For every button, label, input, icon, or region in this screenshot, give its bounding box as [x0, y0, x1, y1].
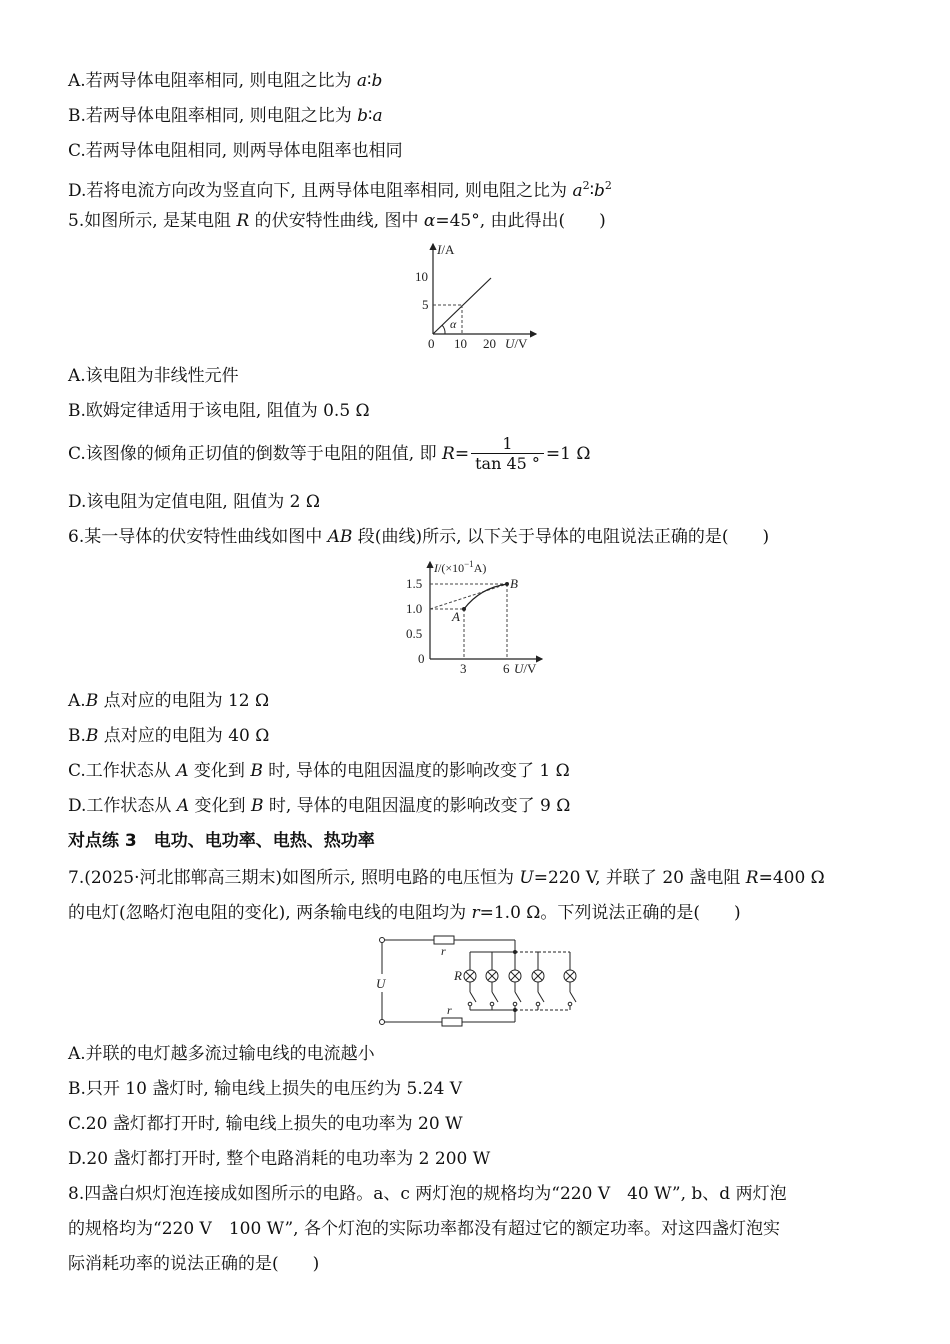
q6-option-a: A.B 点对应的电阻为 12 Ω — [68, 691, 270, 711]
q7-option-c: C.20 盏灯都打开时, 输电线上损失的电功率为 20 W — [68, 1114, 463, 1134]
q7-lamp — [564, 970, 576, 982]
q5-y-label: I/A — [437, 242, 455, 257]
q7-terminal-bottom — [380, 1020, 385, 1025]
q6-y-label: $I/(\times 10^{-1}A)$ — [434, 559, 487, 575]
q7-option-b: B.只开 10 盏灯时, 输电线上损失的电压约为 5.24 V — [68, 1079, 463, 1099]
q6-option-b: B.B 点对应的电阻为 40 Ω — [68, 726, 270, 746]
q7-stem-line2: 的电灯(忽略灯泡电阻的变化), 两条输电线的电阻均为 r=1.0 Ω。下列说法正确的是( ) — [68, 903, 741, 923]
q6-y-tick-15: 1.5 — [406, 576, 423, 591]
q7-circuit-diagram — [370, 932, 590, 1032]
q6-x-tick-6: 6 — [503, 661, 510, 676]
q6-dash-tangent — [430, 584, 507, 609]
q5-angle-label: α — [450, 317, 457, 331]
q6-y-tick-10: 1.0 — [406, 601, 423, 616]
q5-x-tick-20: 20 — [483, 336, 496, 351]
q7-stem-line1: 7.(2025·河北邯郸高三期末)如图所示, 照明电路的电压恒为 U=220 V, 并联了 20 盏电阻 R=400 Ω — [68, 868, 825, 888]
q7-lamp-r-label: R — [454, 968, 462, 983]
q5-option-b: B.欧姆定律适用于该电阻, 阻值为 0.5 Ω — [68, 401, 370, 421]
q5-y-tick-10: 10 — [415, 269, 428, 284]
q7-lamp — [509, 970, 521, 982]
q4-option-d: D.若将电流方向改为竖直向下, 且两导体电阻率相同, 则电阻之比为 $a^2∶b^2$ — [68, 179, 612, 201]
q5-option-c: C.该图像的倾角正切值的倒数等于电阻的阻值, 即 R= $\frac{1}{\tan 45 ^\circ}$ =1 Ω — [68, 434, 591, 473]
q5-iu-graph — [400, 236, 550, 356]
q7-switch — [490, 982, 498, 1010]
q8-stem-line1: 8.四盏白炽灯泡连接成如图所示的电路。a、c 两灯泡的规格均为“220 V 40 W”, b、d 两灯泡 — [68, 1184, 787, 1204]
q5-x-tick-0: 0 — [428, 336, 435, 351]
q7-resistor-top — [434, 936, 454, 944]
q5-x-label: U/V — [505, 336, 528, 351]
q6-label-b: B — [510, 576, 518, 591]
q7-option-a: A.并联的电灯越多流过输电线的电流越小 — [68, 1044, 375, 1064]
q7-resistor-bottom — [442, 1018, 462, 1026]
q7-lamp — [464, 970, 476, 982]
q6-option-c: C.工作状态从 A 变化到 B 时, 导体的电阻因温度的影响改变了 1 Ω — [68, 761, 570, 781]
q5-x-tick-10: 10 — [454, 336, 467, 351]
q7-lamp — [486, 970, 498, 982]
q6-option-d: D.工作状态从 A 变化到 B 时, 导体的电阻因温度的影响改变了 9 Ω — [68, 796, 571, 816]
q6-stem: 6.某一导体的伏安特性曲线如图中 AB 段(曲线)所示, 以下关于导体的电阻说法正确的是( ) — [68, 527, 770, 547]
q4-option-a: A.若两导体电阻率相同, 则电阻之比为 a∶b — [68, 71, 383, 91]
q7-r-top-label: r — [441, 944, 446, 958]
q7-u-label: U — [376, 976, 386, 991]
q6-point-b — [505, 582, 509, 586]
q7-junction — [513, 1008, 517, 1012]
section-heading: 对点练 3 电功、电功率、电热、热功率 — [68, 831, 375, 851]
q7-switch — [536, 982, 544, 1010]
q7-switch — [513, 982, 521, 1010]
q6-curve-ab — [464, 584, 507, 609]
q5-stem: 5.如图所示, 是某电阻 R 的伏安特性曲线, 图中 α=45°, 由此得出( ) — [68, 211, 606, 231]
q8-stem-line3: 际消耗功率的说法正确的是( ) — [68, 1254, 320, 1274]
q7-switch — [568, 982, 576, 1010]
q6-point-a — [462, 607, 466, 611]
q5-option-a: A.该电阻为非线性元件 — [68, 366, 239, 386]
q5-y-tick-5: 5 — [422, 297, 429, 312]
q7-switch — [468, 982, 476, 1010]
q6-x-label: U/V — [514, 661, 537, 676]
q7-terminal-top — [380, 938, 385, 943]
q7-junction — [513, 950, 517, 954]
q6-y-tick-0: 0 — [418, 651, 425, 666]
q5-option-d: D.该电阻为定值电阻, 阻值为 2 Ω — [68, 492, 320, 512]
q6-y-tick-05: 0.5 — [406, 626, 423, 641]
q6-iu-graph — [400, 556, 560, 680]
q4-option-b: B.若两导体电阻率相同, 则电阻之比为 b∶a — [68, 106, 383, 126]
q6-label-a: A — [452, 609, 460, 624]
q4-option-c: C.若两导体电阻相同, 则两导体电阻率也相同 — [68, 141, 403, 161]
q7-option-d: D.20 盏灯都打开时, 整个电路消耗的电功率为 2 200 W — [68, 1149, 491, 1169]
q7-r-bottom-label: r — [447, 1003, 452, 1017]
q5-fraction: $\frac{1}{\tan 45 ^\circ}$ — [471, 435, 544, 474]
q7-lamp — [532, 970, 544, 982]
q5-angle-arc — [442, 325, 445, 334]
q8-stem-line2: 的规格均为“220 V 100 W”, 各个灯泡的实际功率都没有超过它的额定功率。对这四盏灯泡实 — [68, 1219, 780, 1239]
q6-x-tick-3: 3 — [460, 661, 467, 676]
